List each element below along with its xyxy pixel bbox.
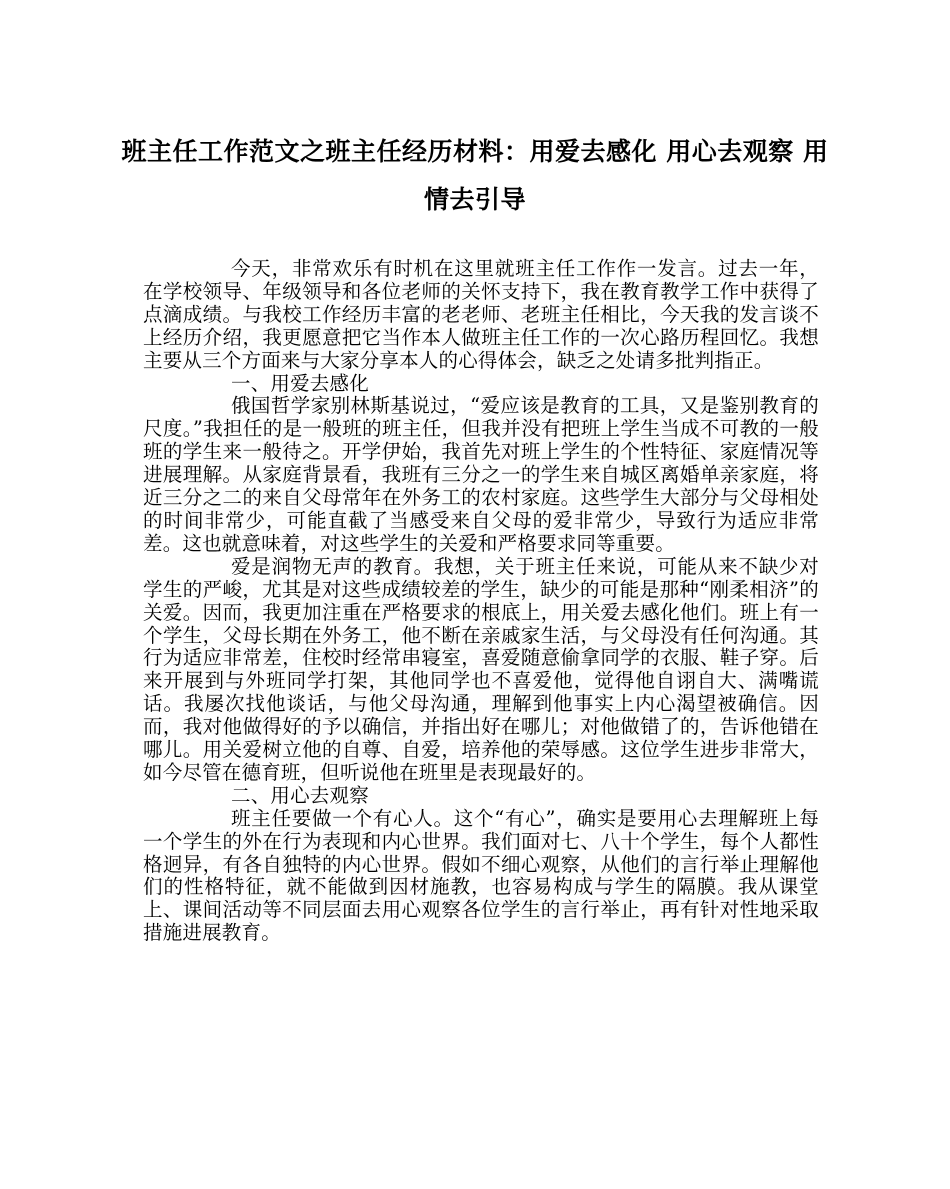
document-title: 班主任工作范文之班主任经历材料：用爱去感化 用心去观察 用情去引导 — [121, 137, 829, 214]
section-heading-observe: 二、用心去观察 — [231, 783, 369, 807]
intro-paragraph: 今天，非常欢乐有时机在这里就班主任工作作一发言。过去一年，在学校领导、年级领导和各位老师的关怀支持下，我在教育教学工作中获得了点滴成绩。与我校工作经历丰富的老老师、老班主任相比，今天我的发言谈不上经历介绍，我更愿意把它当作本人做班主任工作的一次心路历程回忆。我想主要从三个方面来与大家分享本人的心得体会，缺乏之处请多批判指正。 — [143, 257, 819, 372]
section-heading-love: 一、用爱去感化 — [231, 371, 369, 395]
body-paragraph: 班主任要做一个有心人。这个“有心”，确实是要用心去理解班上每一个学生的外在行为表现和内心世界。我们面对七、八十个学生，每个人都性格迥异，有各自独特的内心世界。假如不细心观察，从他们的言行举止理解他们的性格特征，就不能做到因材施教，也容易构成与学生的隔膜。我从课堂上、课间活动等不同层面去用心观察各位学生的言行举止，再有针对性地采取措施进展教育。 — [143, 806, 819, 945]
body-paragraph: 爱是润物无声的教育。我想，关于班主任来说，可能从来不缺少对学生的严峻，尤其是对这些成绩较差的学生，缺少的可能是那种“刚柔相济”的关爱。因而，我更加注重在严格要求的根底上，用关爱去感化他们。班上有一个学生，父母长期在外务工，他不断在亲戚家生活，与父母没有任何沟通。其行为适应非常差，住校时经常串寝室，喜爱随意偷拿同学的衣服、鞋子穿。后来开展到与外班同学打架，其他同学也不喜爱他，觉得他自诩自大、满嘴谎话。我屡次找他谈话，与他父母沟通，理解到他事实上内心渴望被确信。因而，我对他做得好的予以确信，并指出好在哪儿；对他做错了的，告诉他错在哪儿。用关爱树立他的自尊、自爱，培养他的荣辱感。这位学生进步非常大，如今尽管在德育班，但听说他在班里是表现最好的。 — [143, 554, 819, 784]
body-paragraph: 俄国哲学家别林斯基说过，“爱应该是教育的工具，又是鉴别教育的尺度。”我担任的是一般班的班主任，但我并没有把班上学生当成不可教的一般班的学生来一般待之。开学伊始，我首先对班上学生的个性特征、家庭情况等进展理解。从家庭背景看，我班有三分之一的学生来自城区离婚单亲家庭，将近三分之二的来自父母常年在外务工的农村家庭。这些学生大部分与父母相处的时间非常少，可能直截了当感受来自父母的爱非常少，导致行为适应非常差。这也就意味着，对这些学生的关爱和严格要求同等重要。 — [143, 394, 819, 555]
document-body — [143, 258, 819, 945]
